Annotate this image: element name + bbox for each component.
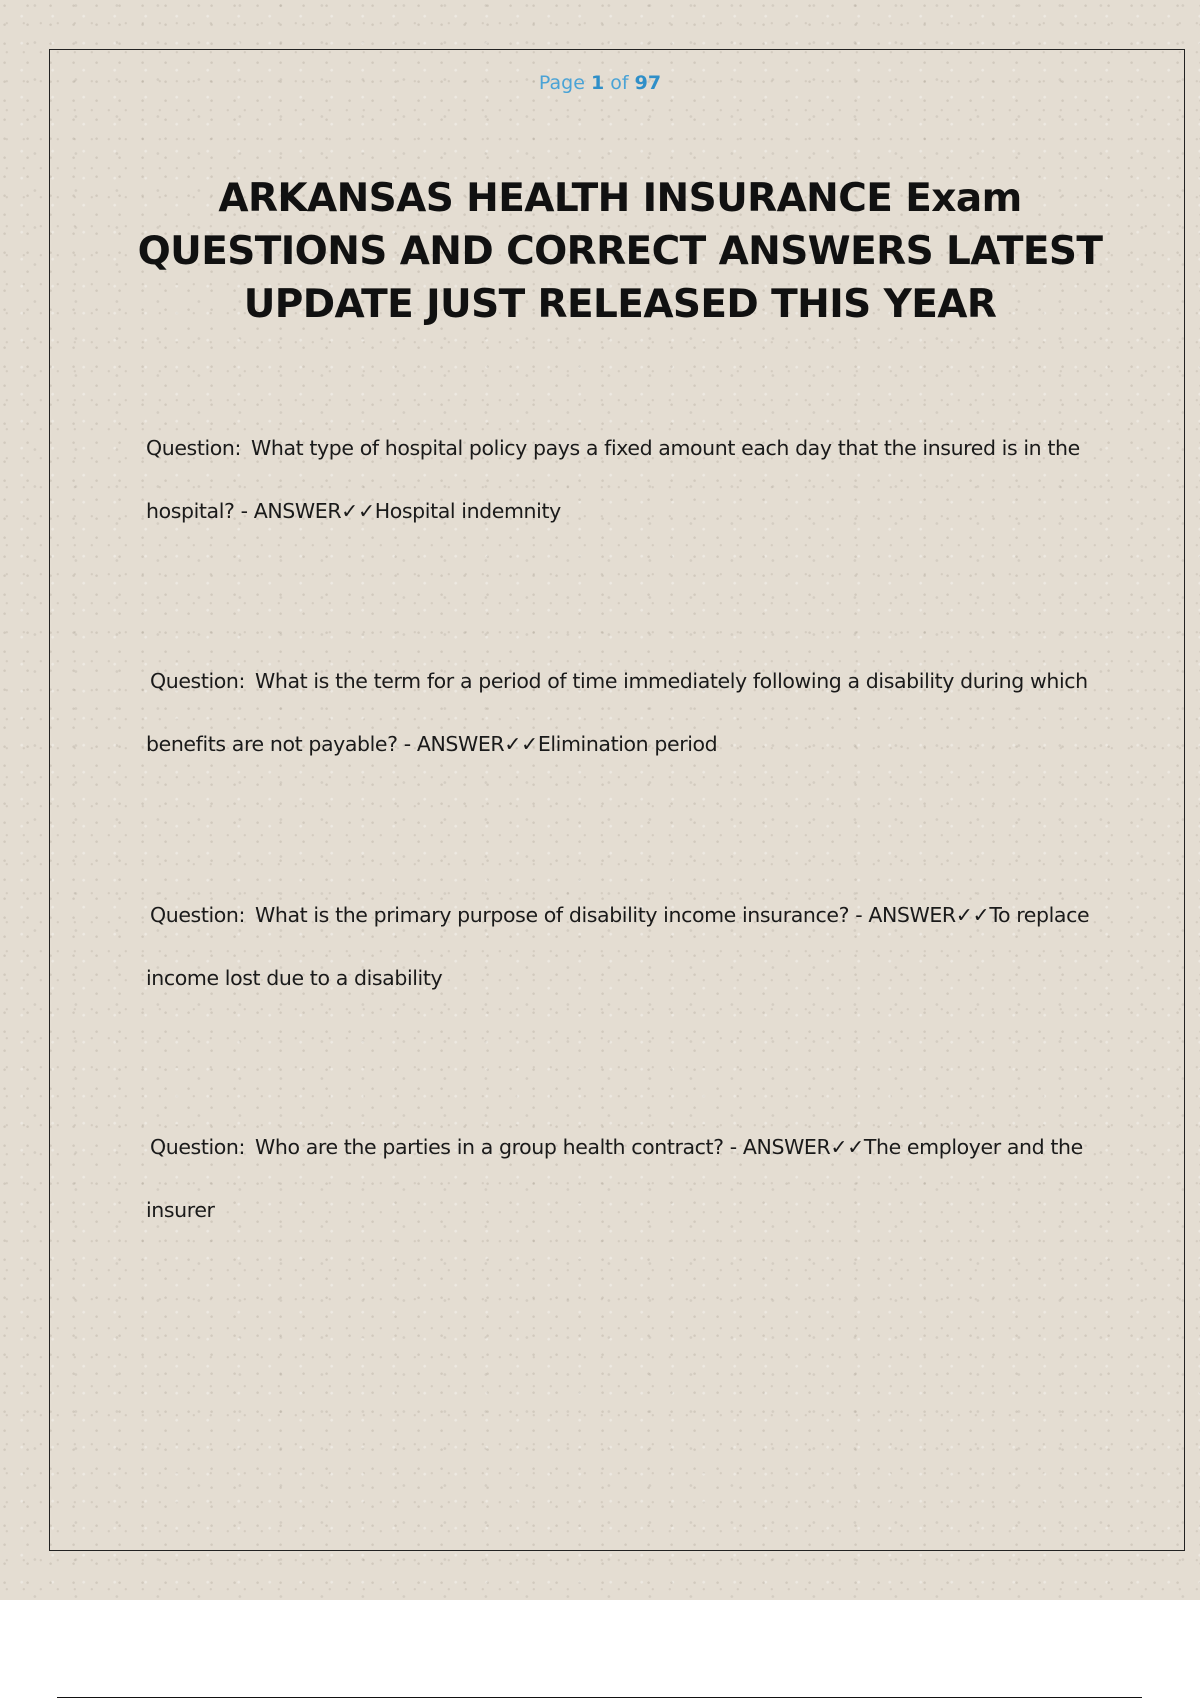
- question-label: Question:: [150, 669, 245, 693]
- page-number-total: 97: [634, 72, 662, 94]
- question-label: Question:: [150, 1135, 245, 1159]
- question-item: [146, 1116, 1106, 1242]
- page-divider: [57, 1697, 1142, 1698]
- page-number-of: of: [610, 72, 629, 94]
- question-text: What type of hospital policy pays a fixed amount each day that the insured is in the hospital? - ANSWER✓✓Hospital indemnity: [146, 436, 1080, 523]
- page-number-prefix: Page: [538, 72, 585, 94]
- question-item: [146, 650, 1106, 776]
- question-label: Question:: [150, 903, 245, 927]
- page-number-current: 1: [590, 72, 605, 94]
- question-text: What is the term for a period of time immediately following a disability during which benefits are not payable? - ANSWER✓✓Elimination period: [146, 669, 1088, 756]
- question-text: What is the primary purpose of disability income insurance? - ANSWER✓✓To replace income lost due to a disability: [146, 903, 1090, 990]
- question-text: Who are the parties in a group health contract? - ANSWER✓✓The employer and the insurer: [146, 1135, 1083, 1222]
- question-item: [146, 417, 1106, 543]
- question-item: [146, 884, 1106, 1010]
- page-number: [0, 72, 1200, 94]
- document-title: ARKANSAS HEALTH INSURANCE Exam QUESTIONS AND CORRECT ANSWERS LATEST UPDATE JUST RELEASED THIS YEAR: [137, 176, 1103, 327]
- question-label: Question:: [146, 436, 241, 460]
